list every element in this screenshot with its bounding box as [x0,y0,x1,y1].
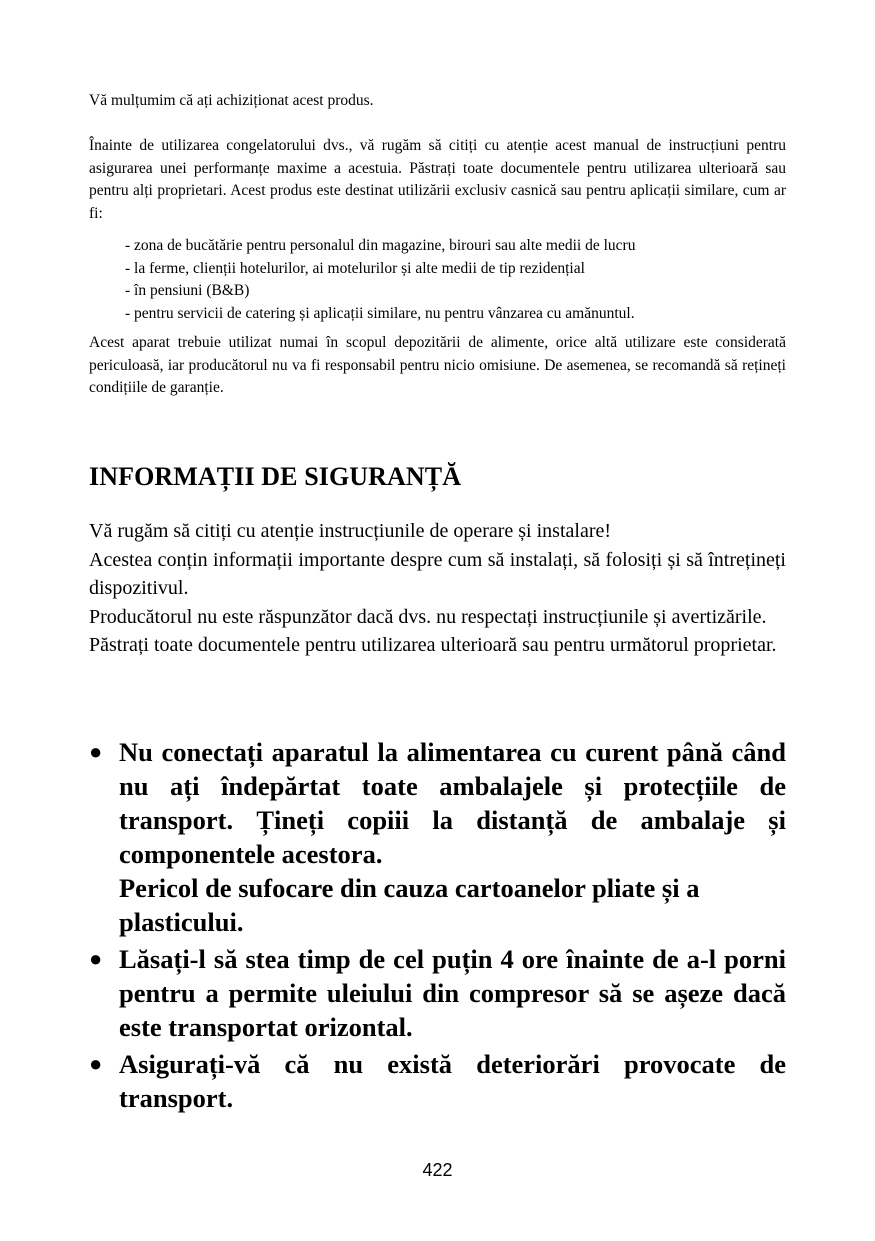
usage-item-kitchen: - zona de bucătărie pentru personalul din magazine, birouri sau alte medii de lucru [125,237,636,254]
intro-paragraph: Înainte de utilizarea congelatorului dvs., vă rugăm să citiți cu atenție acest manual de instrucțiuni pentru asigurarea unei performanțe maxime a acestuia. Păstrați toate documentele pentru utilizarea ulterioară sau pentru alți proprietari. Acest produs este destinat utilizării exclusiv casnică sau pentru aplicații similare, cum ar fi: [89,137,786,222]
safety-intro-keep-docs: Păstrați toate documentele pentru utilizarea ulterioară sau pentru următorul proprietar. [89,634,777,656]
safety-intro-liability: Producătorul nu este răspunzător dacă dvs. nu respectați instrucțiunile și avertizările. [89,605,767,628]
usage-list [125,235,785,325]
warning-text-compressor: Lăsați-l să stea timp de cel puțin 4 ore înainte de a-l porni pentru a permite uleiului din compresor să se așeze dacă este transportat orizontal. [119,944,786,1042]
purpose-paragraph: Acest aparat trebuie utilizat numai în scopul depozitării de alimente, orice altă utilizare este considerată periculoasă, iar producătorul nu va fi responsabil pentru nicio omisiune. De asemenea, se recomandă să rețineți condițiile de garanție. [89,334,786,396]
thanks-paragraph: Vă mulțumim că ați achiziționat acest produs. [89,92,374,109]
usage-item-bnb: - în pensiuni (B&B) [125,282,250,299]
safety-intro [89,517,786,660]
page-number: 422 [422,1160,453,1180]
bullet-icon: ● [89,1051,103,1076]
warning-text-packaging: Nu conectați aparatul la alimentarea cu curent până când nu ați îndepărtat toate ambalajele și protecțiile de transport. Țineți copiii la distanță de ambalaje și componentele acestora. [119,737,786,869]
warning-text-transport-damage: Asigurați-vă că nu există deteriorări provocate de transport. [119,1049,786,1113]
safety-heading: INFORMAȚII DE SIGURANȚĂ [89,462,462,491]
safety-intro-contents: Acestea conțin informații importante despre cum să instalați, să folosiți și să întrețineți dispozitivul. [89,548,786,599]
bullet-icon: ● [89,946,103,971]
warning-list [89,735,786,1118]
safety-intro-read: Vă rugăm să citiți cu atenție instrucțiunile de operare și instalare! [89,520,612,542]
warning-item-compressor [89,942,786,1044]
manual-page [89,0,786,1241]
warning-item-transport-damage [89,1047,786,1115]
warning-item-packaging [89,735,786,939]
warning-subtext-suffocation: Pericol de sufocare din cauza cartoanelor pliate și a plasticului. [119,873,700,937]
usage-item-catering: - pentru servicii de catering și aplicații similare, nu pentru vânzarea cu amănuntul. [125,304,635,322]
usage-item-farms: - la ferme, clienții hotelurilor, ai motelurilor și alte medii de tip rezidențial [125,259,585,277]
bullet-icon: ● [89,739,103,764]
